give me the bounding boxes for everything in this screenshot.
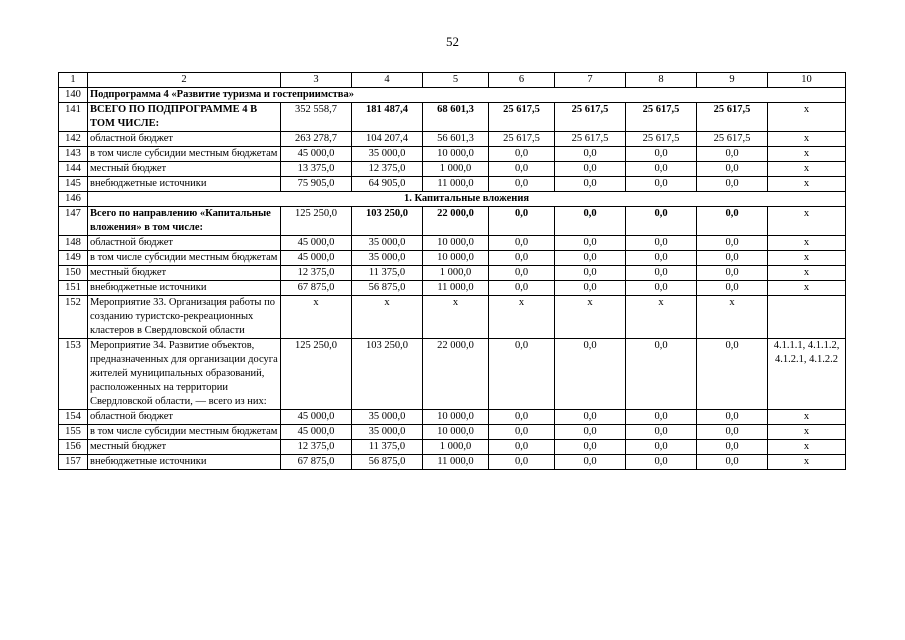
value-cell: 0,0 bbox=[626, 266, 697, 281]
value-cell: 75 905,0 bbox=[281, 177, 352, 192]
value-cell: 0,0 bbox=[555, 207, 626, 236]
header-row bbox=[59, 73, 846, 88]
reference-cell: х bbox=[768, 266, 846, 281]
reference-cell: х bbox=[768, 132, 846, 147]
table-row bbox=[59, 251, 846, 266]
header-cell: 10 bbox=[768, 73, 846, 88]
value-cell: 104 207,4 bbox=[352, 132, 423, 147]
table-row bbox=[59, 177, 846, 192]
table-row bbox=[59, 236, 846, 251]
table-row bbox=[59, 147, 846, 162]
value-cell: 22 000,0 bbox=[423, 339, 489, 410]
section-title-cell: Подпрограмма 4 «Развитие туризма и гостеприимства» bbox=[88, 88, 846, 103]
value-cell: 0,0 bbox=[626, 455, 697, 470]
value-cell: 25 617,5 bbox=[697, 132, 768, 147]
value-cell: х bbox=[352, 296, 423, 339]
page-number: 52 bbox=[446, 34, 459, 49]
value-cell: 0,0 bbox=[489, 455, 555, 470]
value-cell: 0,0 bbox=[555, 410, 626, 425]
value-cell: х bbox=[489, 296, 555, 339]
value-cell: 67 875,0 bbox=[281, 455, 352, 470]
row-name-cell: внебюджетные источники bbox=[88, 177, 281, 192]
value-cell: 11 000,0 bbox=[423, 281, 489, 296]
value-cell: 11 375,0 bbox=[352, 440, 423, 455]
value-cell: 0,0 bbox=[626, 410, 697, 425]
value-cell: 0,0 bbox=[697, 266, 768, 281]
header-cell: 3 bbox=[281, 73, 352, 88]
value-cell: х bbox=[626, 296, 697, 339]
value-cell: 0,0 bbox=[626, 162, 697, 177]
row-number-cell: 152 bbox=[59, 296, 88, 339]
value-cell: 25 617,5 bbox=[555, 103, 626, 132]
value-cell: 45 000,0 bbox=[281, 425, 352, 440]
value-cell: 0,0 bbox=[697, 339, 768, 410]
value-cell: 1 000,0 bbox=[423, 266, 489, 281]
header-cell: 5 bbox=[423, 73, 489, 88]
header-cell: 2 bbox=[88, 73, 281, 88]
value-cell: 0,0 bbox=[697, 425, 768, 440]
value-cell: 0,0 bbox=[697, 177, 768, 192]
reference-cell: х bbox=[768, 410, 846, 425]
value-cell: 10 000,0 bbox=[423, 251, 489, 266]
value-cell: 0,0 bbox=[489, 339, 555, 410]
row-name-cell: Мероприятие 34. Развитие объектов, предназначенных для организации досуга жителей муниципальных образований, расположенных на территории Свердловской области, — всего из них: bbox=[88, 339, 281, 410]
value-cell: 181 487,4 bbox=[352, 103, 423, 132]
value-cell: 0,0 bbox=[626, 177, 697, 192]
header-cell: 8 bbox=[626, 73, 697, 88]
value-cell: 0,0 bbox=[489, 177, 555, 192]
row-number-cell: 142 bbox=[59, 132, 88, 147]
value-cell: х bbox=[555, 296, 626, 339]
value-cell: 67 875,0 bbox=[281, 281, 352, 296]
value-cell: 0,0 bbox=[697, 455, 768, 470]
value-cell: 56 875,0 bbox=[352, 281, 423, 296]
header-cell: 9 bbox=[697, 73, 768, 88]
value-cell: 103 250,0 bbox=[352, 207, 423, 236]
row-name-cell: в том числе субсидии местным бюджетам bbox=[88, 251, 281, 266]
value-cell: 11 000,0 bbox=[423, 177, 489, 192]
value-cell: х bbox=[423, 296, 489, 339]
reference-cell: 4.1.1.1, 4.1.1.2, 4.1.2.1, 4.1.2.2 bbox=[768, 339, 846, 410]
row-name-cell: в том числе субсидии местным бюджетам bbox=[88, 425, 281, 440]
value-cell: 1 000,0 bbox=[423, 162, 489, 177]
value-cell: 35 000,0 bbox=[352, 236, 423, 251]
budget-table bbox=[58, 72, 846, 470]
value-cell: 0,0 bbox=[697, 410, 768, 425]
value-cell: 0,0 bbox=[697, 281, 768, 296]
row-number-cell: 141 bbox=[59, 103, 88, 132]
table-row bbox=[59, 339, 846, 410]
table-row bbox=[59, 440, 846, 455]
row-number-cell: 154 bbox=[59, 410, 88, 425]
value-cell: 0,0 bbox=[555, 425, 626, 440]
value-cell: 0,0 bbox=[489, 440, 555, 455]
value-cell: 22 000,0 bbox=[423, 207, 489, 236]
row-number-cell: 156 bbox=[59, 440, 88, 455]
row-number-cell: 151 bbox=[59, 281, 88, 296]
reference-cell: х bbox=[768, 455, 846, 470]
table-row bbox=[59, 88, 846, 103]
value-cell: 10 000,0 bbox=[423, 425, 489, 440]
value-cell: 1 000,0 bbox=[423, 440, 489, 455]
section-title-cell: 1. Капитальные вложения bbox=[88, 192, 846, 207]
value-cell: 11 375,0 bbox=[352, 266, 423, 281]
value-cell: 0,0 bbox=[626, 281, 697, 296]
reference-cell: х bbox=[768, 207, 846, 236]
value-cell: 0,0 bbox=[489, 236, 555, 251]
value-cell: 0,0 bbox=[697, 147, 768, 162]
value-cell: 0,0 bbox=[626, 251, 697, 266]
value-cell: 0,0 bbox=[555, 339, 626, 410]
value-cell: 263 278,7 bbox=[281, 132, 352, 147]
table-row bbox=[59, 425, 846, 440]
reference-cell: х bbox=[768, 236, 846, 251]
table-row bbox=[59, 281, 846, 296]
value-cell: 0,0 bbox=[626, 440, 697, 455]
row-number-cell: 140 bbox=[59, 88, 88, 103]
value-cell: 0,0 bbox=[697, 162, 768, 177]
row-number-cell: 153 bbox=[59, 339, 88, 410]
value-cell: 0,0 bbox=[626, 147, 697, 162]
header-cell: 4 bbox=[352, 73, 423, 88]
value-cell: 10 000,0 bbox=[423, 236, 489, 251]
value-cell: 56 601,3 bbox=[423, 132, 489, 147]
reference-cell: х bbox=[768, 425, 846, 440]
row-number-cell: 143 bbox=[59, 147, 88, 162]
value-cell: 56 875,0 bbox=[352, 455, 423, 470]
value-cell: 12 375,0 bbox=[281, 266, 352, 281]
value-cell: 0,0 bbox=[555, 251, 626, 266]
table-row bbox=[59, 266, 846, 281]
row-name-cell: внебюджетные источники bbox=[88, 281, 281, 296]
header-cell: 1 bbox=[59, 73, 88, 88]
row-number-cell: 145 bbox=[59, 177, 88, 192]
value-cell: 45 000,0 bbox=[281, 251, 352, 266]
value-cell: 0,0 bbox=[555, 162, 626, 177]
reference-cell: х bbox=[768, 162, 846, 177]
value-cell: х bbox=[697, 296, 768, 339]
table-row bbox=[59, 162, 846, 177]
value-cell: 25 617,5 bbox=[626, 103, 697, 132]
row-name-cell: областной бюджет bbox=[88, 132, 281, 147]
value-cell: 0,0 bbox=[489, 207, 555, 236]
value-cell: 0,0 bbox=[489, 251, 555, 266]
value-cell: 0,0 bbox=[626, 207, 697, 236]
row-name-cell: местный бюджет bbox=[88, 162, 281, 177]
value-cell: 25 617,5 bbox=[697, 103, 768, 132]
reference-cell: х bbox=[768, 251, 846, 266]
row-name-cell: внебюджетные источники bbox=[88, 455, 281, 470]
value-cell: 25 617,5 bbox=[626, 132, 697, 147]
value-cell: 0,0 bbox=[489, 281, 555, 296]
value-cell: 10 000,0 bbox=[423, 147, 489, 162]
reference-cell: х bbox=[768, 103, 846, 132]
row-name-cell: ВСЕГО ПО ПОДПРОГРАММЕ 4 В ТОМ ЧИСЛЕ: bbox=[88, 103, 281, 132]
value-cell: 68 601,3 bbox=[423, 103, 489, 132]
value-cell: 0,0 bbox=[555, 236, 626, 251]
value-cell: 0,0 bbox=[626, 339, 697, 410]
value-cell: 13 375,0 bbox=[281, 162, 352, 177]
value-cell: 0,0 bbox=[555, 147, 626, 162]
table-row bbox=[59, 455, 846, 470]
row-number-cell: 144 bbox=[59, 162, 88, 177]
value-cell: 0,0 bbox=[555, 281, 626, 296]
value-cell: 10 000,0 bbox=[423, 410, 489, 425]
row-number-cell: 147 bbox=[59, 207, 88, 236]
value-cell: 352 558,7 bbox=[281, 103, 352, 132]
row-number-cell: 148 bbox=[59, 236, 88, 251]
row-name-cell: в том числе субсидии местным бюджетам bbox=[88, 147, 281, 162]
value-cell: 0,0 bbox=[489, 147, 555, 162]
reference-cell: х bbox=[768, 177, 846, 192]
row-name-cell: областной бюджет bbox=[88, 410, 281, 425]
table-row bbox=[59, 410, 846, 425]
value-cell: 0,0 bbox=[626, 425, 697, 440]
value-cell: 12 375,0 bbox=[281, 440, 352, 455]
value-cell: 11 000,0 bbox=[423, 455, 489, 470]
value-cell: 0,0 bbox=[697, 440, 768, 455]
row-number-cell: 149 bbox=[59, 251, 88, 266]
table-row bbox=[59, 296, 846, 339]
row-number-cell: 150 bbox=[59, 266, 88, 281]
row-number-cell: 146 bbox=[59, 192, 88, 207]
value-cell: 0,0 bbox=[697, 207, 768, 236]
value-cell: 25 617,5 bbox=[489, 132, 555, 147]
value-cell: 0,0 bbox=[697, 236, 768, 251]
value-cell: 45 000,0 bbox=[281, 147, 352, 162]
value-cell: 35 000,0 bbox=[352, 147, 423, 162]
reference-cell: х bbox=[768, 281, 846, 296]
reference-cell bbox=[768, 296, 846, 339]
value-cell: 0,0 bbox=[489, 266, 555, 281]
reference-cell: х bbox=[768, 440, 846, 455]
row-name-cell: местный бюджет bbox=[88, 440, 281, 455]
value-cell: 0,0 bbox=[489, 162, 555, 177]
value-cell: 0,0 bbox=[489, 410, 555, 425]
value-cell: 0,0 bbox=[489, 425, 555, 440]
header-cell: 7 bbox=[555, 73, 626, 88]
value-cell: 25 617,5 bbox=[555, 132, 626, 147]
value-cell: 45 000,0 bbox=[281, 410, 352, 425]
value-cell: 0,0 bbox=[555, 266, 626, 281]
header-cell: 6 bbox=[489, 73, 555, 88]
row-name-cell: Мероприятие 33. Организация работы по созданию туристско-рекреационных кластеров в Свердловской области bbox=[88, 296, 281, 339]
value-cell: 35 000,0 bbox=[352, 251, 423, 266]
row-name-cell: местный бюджет bbox=[88, 266, 281, 281]
value-cell: 35 000,0 bbox=[352, 410, 423, 425]
value-cell: 0,0 bbox=[555, 440, 626, 455]
row-number-cell: 157 bbox=[59, 455, 88, 470]
value-cell: 12 375,0 bbox=[352, 162, 423, 177]
table-row bbox=[59, 207, 846, 236]
value-cell: 125 250,0 bbox=[281, 207, 352, 236]
table-row bbox=[59, 132, 846, 147]
value-cell: х bbox=[281, 296, 352, 339]
value-cell: 25 617,5 bbox=[489, 103, 555, 132]
value-cell: 0,0 bbox=[555, 455, 626, 470]
value-cell: 35 000,0 bbox=[352, 425, 423, 440]
value-cell: 64 905,0 bbox=[352, 177, 423, 192]
value-cell: 125 250,0 bbox=[281, 339, 352, 410]
value-cell: 45 000,0 bbox=[281, 236, 352, 251]
table-row bbox=[59, 103, 846, 132]
reference-cell: х bbox=[768, 147, 846, 162]
value-cell: 0,0 bbox=[626, 236, 697, 251]
value-cell: 0,0 bbox=[697, 251, 768, 266]
row-name-cell: Всего по направлению «Капитальные вложения» в том числе: bbox=[88, 207, 281, 236]
value-cell: 0,0 bbox=[555, 177, 626, 192]
row-name-cell: областной бюджет bbox=[88, 236, 281, 251]
table-row bbox=[59, 192, 846, 207]
row-number-cell: 155 bbox=[59, 425, 88, 440]
value-cell: 103 250,0 bbox=[352, 339, 423, 410]
